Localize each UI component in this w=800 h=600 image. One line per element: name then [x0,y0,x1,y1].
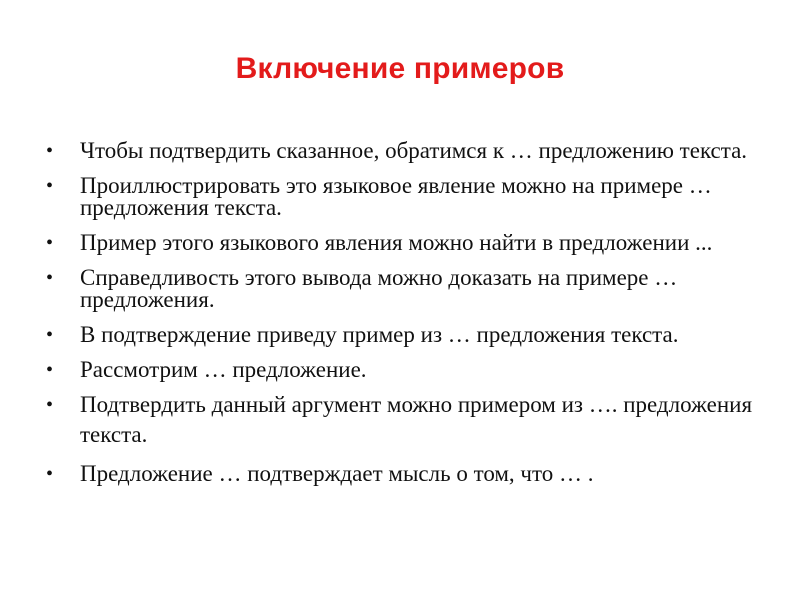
list-item-text: Чтобы подтвердить сказанное, обратимся к … предложению текста. [80,138,748,163]
list-item [46,267,766,311]
list-item-text: Подтвердить данный аргумент можно примером из …. предложения текста. [80,392,753,447]
slide-title: Включение примеров [235,52,565,85]
bullet-icon: • [46,324,54,346]
list-item-text: Предложение … подтверждает мысль о том, что … . [80,461,594,486]
bullet-icon: • [46,232,54,254]
list-item [46,359,766,381]
list-item [46,140,766,162]
bullet-list [46,140,766,498]
list-item-text: Рассмотрим … предложение. [80,357,367,382]
bullet-icon: • [46,394,54,416]
list-item [46,390,766,450]
bullet-icon: • [46,463,54,485]
list-item [46,463,766,485]
list-item-text: Проиллюстрировать это языковое явление можно на примере … предложения текста. [80,173,712,220]
list-item [46,175,766,219]
bullet-icon: • [46,359,54,381]
list-item-text: Пример этого языкового явления можно найти в предложении ... [80,230,713,255]
bullet-icon: • [46,267,54,289]
list-item [46,324,766,346]
list-item-text: В подтверждение приведу пример из … предложения текста. [80,322,679,347]
bullet-icon: • [46,175,54,197]
list-item [46,232,766,254]
bullet-icon: • [46,140,54,162]
list-item-text: Справедливость этого вывода можно доказать на примере … предложения. [80,265,678,312]
